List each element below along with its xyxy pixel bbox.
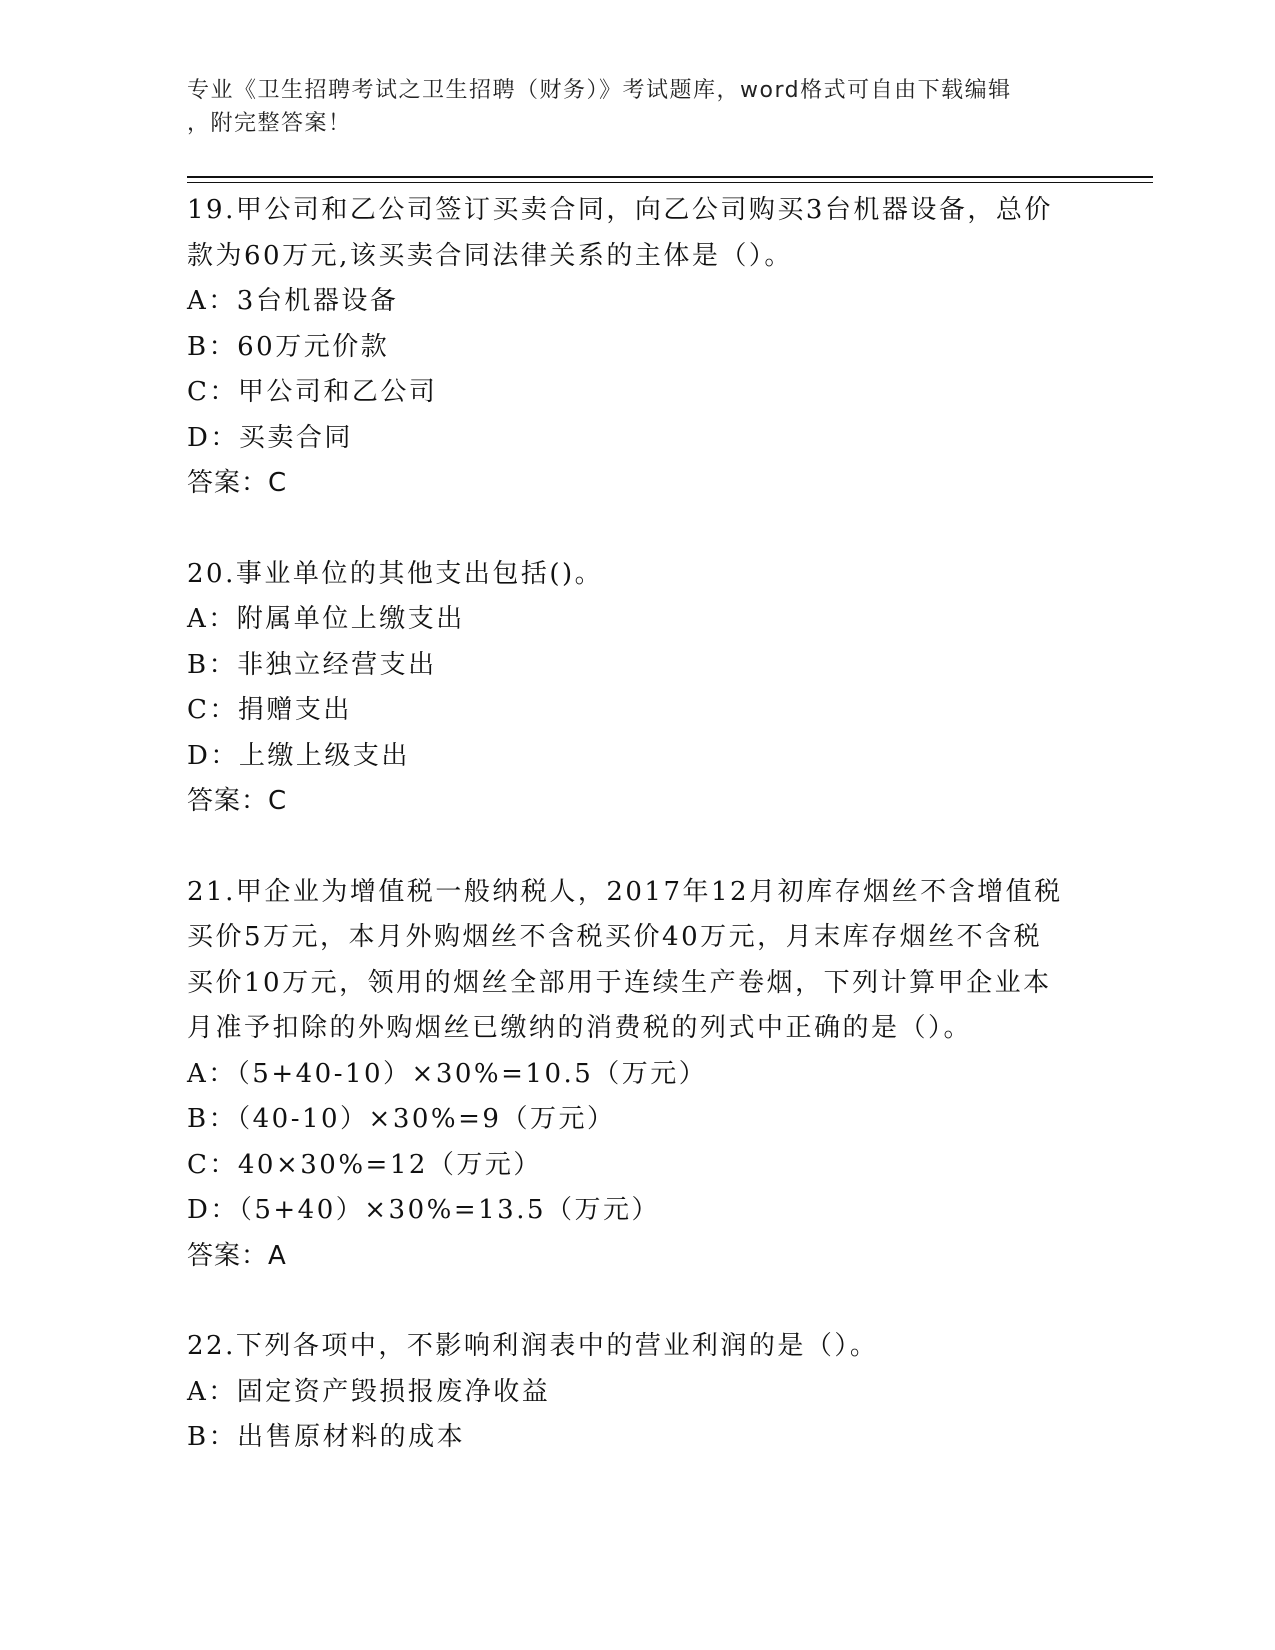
option-c: C：甲公司和乙公司	[187, 377, 438, 407]
question-stem-line: 款为60万元,该买卖合同法律关系的主体是（）。	[187, 240, 793, 271]
option-a: A：固定资产毁损报废净收益	[187, 1376, 551, 1407]
option-b: B：（40-10）×30%=9（万元）	[187, 1104, 616, 1134]
question-stem-line: 22.下列各项中，不影响利润表中的营业利润的是（）。	[187, 1331, 879, 1361]
question-20	[187, 552, 1077, 825]
question-stem-line: 买价10万元，领用的烟丝全部用于连续生产卷烟，下列计算甲企业本	[187, 967, 1052, 998]
option-b: B：60万元价款	[187, 331, 390, 362]
question-stem-line: 20.事业单位的其他支出包括()。	[187, 558, 604, 589]
header-line-1: 专业《卫生招聘考试之卫生招聘（财务）》考试题库，word格式可自由下载编辑	[187, 78, 1012, 103]
question-stem-line: 月准予扣除的外购烟丝已缴纳的消费税的列式中正确的是（）。	[187, 1013, 973, 1043]
header-line-2: ，附完整答案！	[187, 111, 352, 136]
option-d: D：买卖合同	[187, 422, 353, 453]
question-stem-line: 买价5万元，本月外购烟丝不含税买价40万元，月末库存烟丝不含税	[187, 922, 1043, 952]
question-stem-line: 21.甲企业为增值税一般纳税人，2017年12月初库存烟丝不含增值税	[187, 876, 1063, 907]
option-c: C：40×30%=12（万元）	[187, 1149, 542, 1180]
question-stem-line: 19.甲公司和乙公司签订买卖合同，向乙公司购买3台机器设备，总价	[187, 195, 1053, 225]
option-a: A：3台机器设备	[187, 286, 399, 316]
option-b: B：非独立经营支出	[187, 649, 437, 680]
option-d: D：（5+40）×30%=13.5（万元）	[187, 1195, 661, 1225]
option-a: A：（5+40-10）×30%=10.5（万元）	[187, 1058, 708, 1089]
option-a: A：附属单位上缴支出	[187, 604, 465, 634]
question-21	[187, 870, 1077, 1280]
document-header	[187, 74, 1067, 140]
question-list	[187, 188, 1077, 1506]
question-22	[187, 1324, 1077, 1461]
answer: 答案：A	[187, 1240, 287, 1271]
option-d: D：上缴上级支出	[187, 740, 410, 771]
header-rule-thick	[187, 176, 1153, 178]
header-rule-thin	[187, 182, 1153, 183]
option-b: B：出售原材料的成本	[187, 1422, 466, 1452]
option-c: C：捐赠支出	[187, 695, 352, 725]
question-19	[187, 188, 1077, 507]
answer: 答案：C	[187, 786, 288, 816]
answer: 答案：C	[187, 468, 288, 498]
